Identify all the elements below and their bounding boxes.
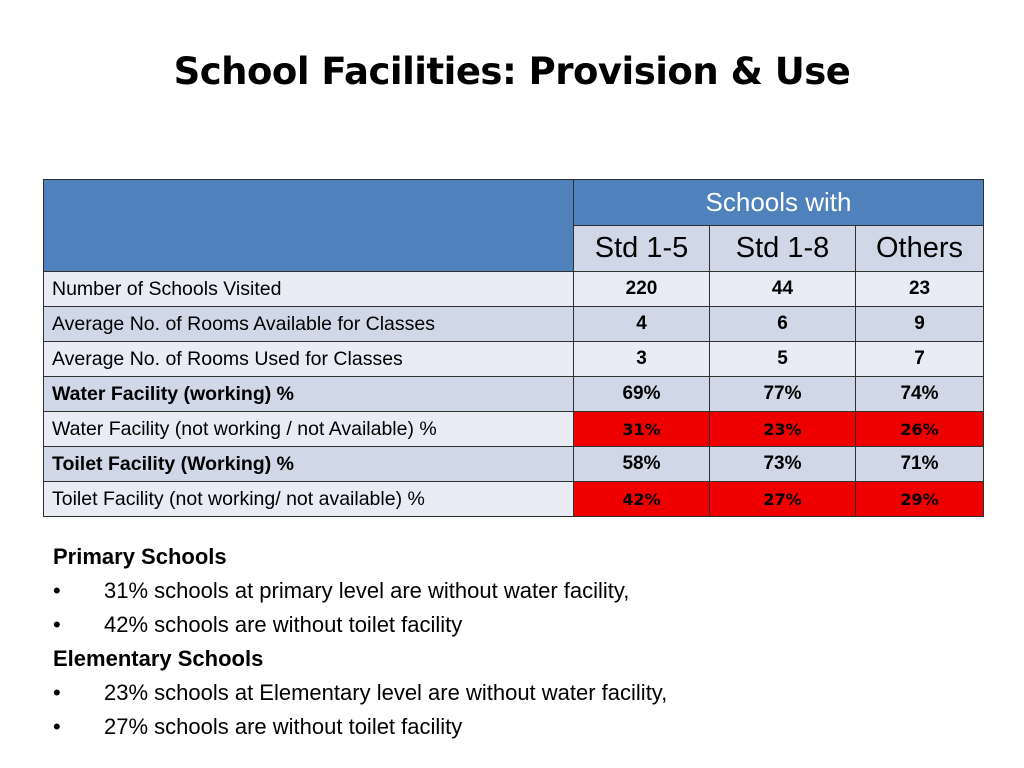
column-header-std-1-8: Std 1-8 — [710, 226, 856, 272]
notes-section — [53, 540, 667, 744]
bullet-item — [53, 710, 667, 744]
cell-value: 77% — [710, 377, 856, 412]
table-row — [44, 447, 984, 482]
cell-value: 74% — [856, 377, 984, 412]
cell-value: 9 — [856, 307, 984, 342]
bullet-icon: • — [53, 714, 61, 739]
bullet-icon: • — [53, 680, 61, 705]
cell-value: 5 — [710, 342, 856, 377]
facilities-table — [43, 179, 984, 517]
cell-value-highlight: 27% — [710, 482, 856, 517]
cell-value: 44 — [710, 272, 856, 307]
table-header-row-group — [44, 180, 984, 226]
cell-value: 6 — [710, 307, 856, 342]
column-header-std-1-5: Std 1-5 — [574, 226, 710, 272]
cell-value-highlight: 23% — [710, 412, 856, 447]
table-row — [44, 482, 984, 517]
cell-value: 4 — [574, 307, 710, 342]
cell-value: 7 — [856, 342, 984, 377]
bullet-text: 31% schools at primary level are without water facility, — [104, 578, 630, 603]
cell-value-highlight: 31% — [574, 412, 710, 447]
table-group-header: Schools with — [574, 180, 984, 226]
cell-value: 73% — [710, 447, 856, 482]
column-header-others: Others — [856, 226, 984, 272]
row-label: Water Facility (working) % — [44, 377, 574, 412]
table-row — [44, 377, 984, 412]
bullet-text: 23% schools at Elementary level are without water facility, — [104, 680, 668, 705]
cell-value: 71% — [856, 447, 984, 482]
row-label: Water Facility (not working / not Available) % — [44, 412, 574, 447]
bullet-item — [53, 574, 667, 608]
table-header-blank — [44, 180, 574, 272]
row-label: Toilet Facility (Working) % — [44, 447, 574, 482]
table-row — [44, 412, 984, 447]
table-row — [44, 307, 984, 342]
row-label: Number of Schools Visited — [44, 272, 574, 307]
bullet-item — [53, 676, 667, 710]
bullet-item — [53, 608, 667, 642]
cell-value: 58% — [574, 447, 710, 482]
cell-value: 220 — [574, 272, 710, 307]
bullet-icon: • — [53, 612, 61, 637]
cell-value: 23 — [856, 272, 984, 307]
cell-value-highlight: 42% — [574, 482, 710, 517]
bullet-text: 42% schools are without toilet facility — [104, 612, 463, 637]
bullet-icon: • — [53, 578, 61, 603]
cell-value: 3 — [574, 342, 710, 377]
table-row — [44, 342, 984, 377]
row-label: Toilet Facility (not working/ not available) % — [44, 482, 574, 517]
primary-schools-heading: Primary Schools — [53, 544, 227, 569]
row-label: Average No. of Rooms Used for Classes — [44, 342, 574, 377]
table-row — [44, 272, 984, 307]
cell-value: 69% — [574, 377, 710, 412]
row-label: Average No. of Rooms Available for Classes — [44, 307, 574, 342]
slide-title: School Facilities: Provision & Use — [173, 50, 851, 93]
cell-value-highlight: 29% — [856, 482, 984, 517]
bullet-text: 27% schools are without toilet facility — [104, 714, 463, 739]
cell-value-highlight: 26% — [856, 412, 984, 447]
elementary-schools-heading: Elementary Schools — [53, 646, 264, 671]
